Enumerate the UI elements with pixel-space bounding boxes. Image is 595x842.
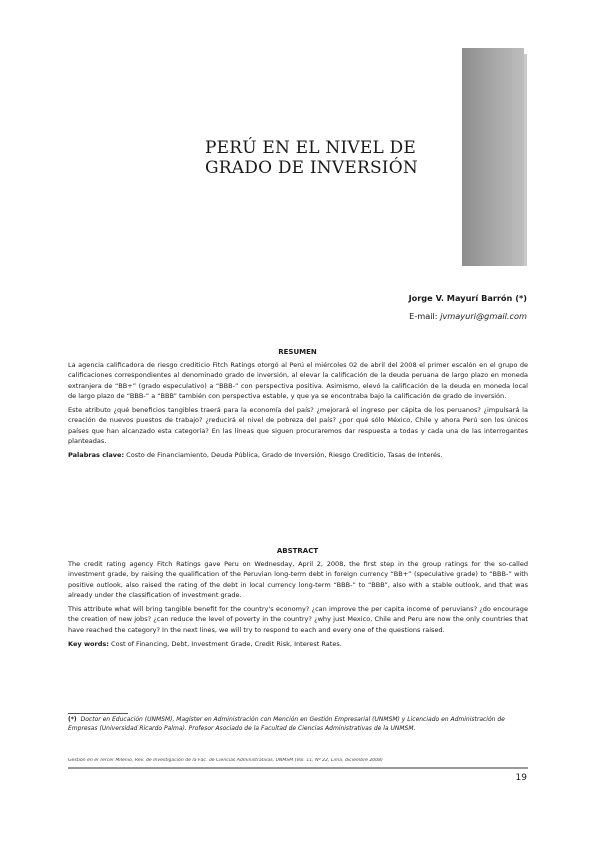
journal-citation: Gestión en el Tercer Milenio, Rev. de Investigación de la Fac. de Ciencias Administrativas, UNMSM (Vol. 11, Nº 22, Lima, diciembre 2008)	[68, 758, 383, 763]
article-title	[205, 138, 445, 178]
abstract-heading: ABSTRACT	[276, 547, 319, 555]
email-address[interactable]: jvmayuri@gmail.com	[440, 311, 527, 321]
author-footnote	[68, 715, 528, 733]
resumen-keywords	[68, 450, 528, 460]
page-number: 19	[515, 773, 527, 783]
author-email	[409, 311, 527, 321]
decorative-gray-bar	[462, 48, 524, 266]
resumen-heading: RESUMEN	[278, 348, 317, 356]
email-label: E-mail:	[409, 311, 438, 321]
footnote-rule	[68, 713, 128, 714]
abstract-section	[68, 559, 528, 653]
page-footer-rule	[68, 767, 528, 769]
footnote-text: Doctor en Educación (UNMSM), Magíster en Administración con Mención en Gestión Empresarial (UNMSM) y Licenciado en Administración de Empresas (Universidad Ricardo Palma). Profesor Asociado de la Facultad de Ciencias Administrativas de la UNMSM.	[68, 716, 505, 732]
title-line-1: PERÚ EN EL NIVEL DE	[205, 138, 416, 158]
resumen-section	[68, 360, 528, 465]
abstract-keywords	[68, 639, 528, 649]
abstract-keywords-text: Cost of Financing, Debt, Investment Grade, Credit Risk, Interest Rates.	[108, 640, 342, 649]
resumen-paragraph-1: La agencia calificadora de riesgo crediticio Fitch Ratings otorgó al Perú el miércoles 02 de abril del 2008 el primer escalón en el grupo de calificaciones correspondientes al denominado grado de inversión, al elevar la calificación de la deuda peruana de largo plazo en moneda extranjera de “BB+” (grado especulativo) a “BBB-” con perspectiva positiva. Asimismo, elevó la calificación de la deuda en moneda local de largo plazo de “BBB-” a “BBB” también con perspectiva estable, y que ya se encontraba bajo la calificación de grado de inversión.	[68, 361, 528, 400]
author-name: Jorge V. Mayurí Barrón (*)	[408, 293, 527, 303]
resumen-keywords-text: Costo de Financiamiento, Deuda Pública, Grado de Inversión, Riesgo Crediticio, Tasas de Interés.	[124, 451, 443, 460]
abstract-keywords-label: Key words:	[68, 640, 109, 649]
resumen-keywords-label: Palabras clave:	[68, 451, 125, 460]
resumen-paragraph-2: Este atributo ¿qué beneficios tangibles traerá para la economía del país? ¿mejorará el ingreso per cápita de los peruanos? ¿impulsará la creación de nuevos puestos de trabajo? ¿reducirá el nivel de pobreza del país? ¿por qué sólo México, Chile y ahora Perú son los únicos países que han alcanzado esta categoría? En las líneas que siguen procuraremos dar respuesta a todas y cada una de las interrogantes planteadas.	[68, 406, 528, 446]
abstract-paragraph-2: This attribute what will bring tangible benefit for the country's economy? ¿can improve the per capita income of peruvians? ¿do encourage the creation of new jobs? ¿can reduce the level of poverty in the country? ¿why just Mexico, Chile and Peru are now the only countries that have reached the category? In the next lines, we will try to respond to each and every one of the questions raised.	[68, 605, 528, 634]
abstract-paragraph-1: The credit rating agency Fitch Ratings gave Peru on Wednesday, April 2, 2008, the first step in the group ratings for the so-called investment grade, by raising the qualification of the Peruvian long-term debt in foreign currency “BB+” (speculative grade) to “BBB-” with positive outlook, also raised the rating of the debt in local currency long-term “BBB-” to “BBB”, also with a stable outlook, and that was already under the classification of investment grade.	[68, 560, 528, 599]
title-line-2: GRADO DE INVERSIÓN	[205, 158, 418, 178]
footnote-marker: (*)	[68, 716, 77, 723]
